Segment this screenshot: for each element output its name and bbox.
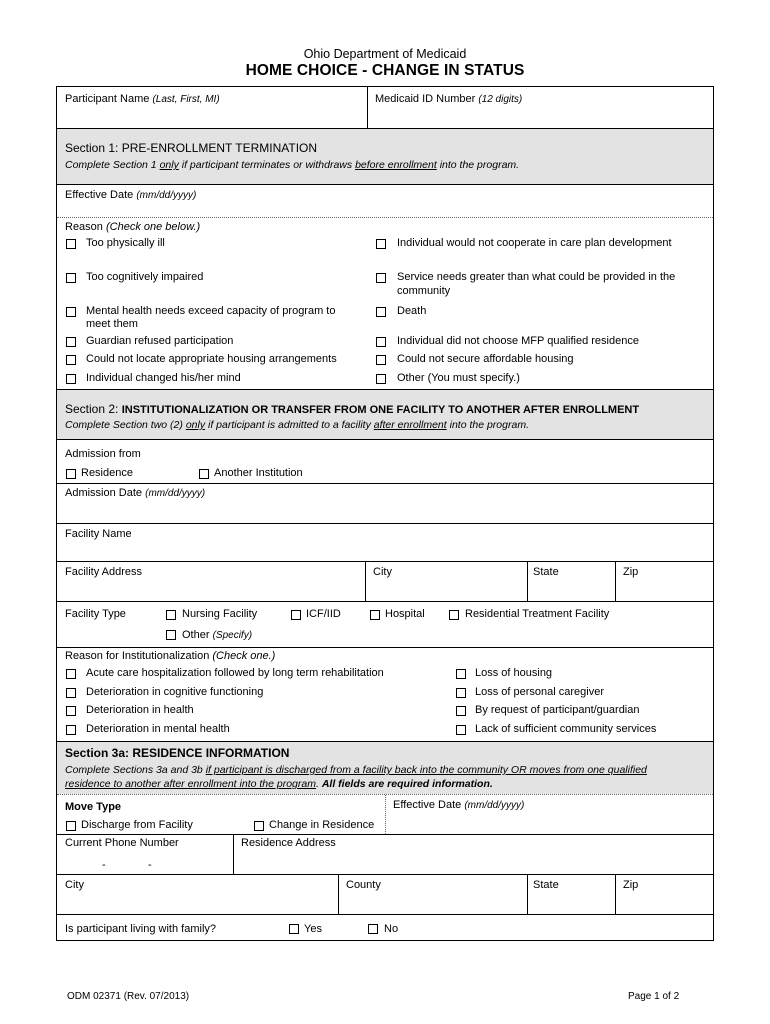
residence-label: Residence: [81, 467, 133, 479]
no-label: No: [384, 923, 399, 935]
checkbox-mental-health-needs[interactable]: [66, 307, 76, 317]
facility-address-label[interactable]: Facility Address: [65, 566, 143, 578]
option-label: Deterioration in mental health: [86, 723, 230, 735]
option-label: Service needs greater than what could be provided in the: [397, 271, 676, 283]
facility-name-label: Facility Name: [65, 528, 132, 540]
medicaid-id-label: Medicaid ID Number: [375, 93, 476, 105]
medicaid-id-field[interactable]: [375, 93, 522, 106]
agency-name: Ohio Department of Medicaid: [303, 47, 467, 61]
checkbox-loss-of-caregiver[interactable]: [456, 688, 466, 698]
section3a-instructions-line1: Complete Sections 3a and 3b if participant is discharged from a facility back into the community OR moves from one qualified: [65, 764, 647, 776]
option-label: Deterioration in cognitive functioning: [86, 686, 264, 698]
checkbox-by-request[interactable]: [456, 706, 466, 716]
admission-from-row: [57, 439, 713, 483]
status-change-form: [56, 86, 714, 941]
phone-separator: -: [148, 859, 152, 871]
section2-instructions: Complete Section two (2) only if participant is admitted to a facility after enrollment into the program.: [65, 419, 529, 431]
institutionalization-reasons: [57, 647, 713, 741]
participant-row: [57, 87, 713, 128]
checkbox-other-specify[interactable]: [376, 374, 386, 384]
discharge-label: Discharge from Facility: [81, 819, 193, 831]
participant-name-hint: (Last, First, MI): [152, 94, 220, 105]
option-label: Other (You must specify.): [397, 372, 520, 384]
checkbox-family-yes[interactable]: [289, 924, 299, 934]
section1-reasons: [57, 217, 713, 389]
option-label: By request of participant/guardian: [475, 704, 640, 716]
option-label: Too cognitively impaired: [86, 271, 204, 283]
move-type-row: [57, 794, 713, 834]
option-label-cont: meet them: [86, 318, 138, 330]
checkbox-residence[interactable]: [66, 469, 76, 479]
section1-instructions: Complete Section 1 only if participant terminates or withdraws before enrollment into the program.: [65, 159, 520, 171]
participant-name-label: Participant Name: [65, 93, 150, 105]
section1-effective-date-row[interactable]: [57, 184, 713, 217]
facility-type-row: [57, 601, 713, 647]
page-number: Page 1 of 2: [628, 991, 680, 1002]
checkbox-hospital[interactable]: [370, 610, 380, 620]
checkbox-changed-mind[interactable]: [66, 374, 76, 384]
checkbox-too-cognitively-impaired[interactable]: [66, 273, 76, 283]
option-label: Deterioration in health: [86, 704, 194, 716]
participant-name-field[interactable]: [65, 93, 220, 106]
option-label: Individual changed his/her mind: [86, 372, 241, 384]
residence-zip-label[interactable]: Zip: [623, 879, 639, 891]
option-label: Individual did not choose MFP qualified residence: [397, 335, 639, 347]
checkbox-health-deterioration[interactable]: [66, 706, 76, 716]
checkbox-family-no[interactable]: [368, 924, 378, 934]
section2-title: Section 2: INSTITUTIONALIZATION OR TRANSFER FROM ONE FACILITY TO ANOTHER AFTER ENROLLMENT: [65, 402, 640, 416]
yes-label: Yes: [304, 923, 322, 935]
checkbox-another-institution[interactable]: [199, 469, 209, 479]
checkbox-death[interactable]: [376, 307, 386, 317]
checkbox-change-in-residence[interactable]: [254, 821, 264, 831]
checkbox-no-housing[interactable]: [66, 355, 76, 365]
option-label: Guardian refused participation: [86, 335, 234, 347]
option-label: Death: [397, 305, 427, 317]
phone-separator: -: [102, 859, 106, 871]
option-label: Could not secure affordable housing: [397, 353, 574, 365]
checkbox-too-physically-ill[interactable]: [66, 239, 76, 249]
checkbox-icf-iid[interactable]: [291, 610, 301, 620]
another-institution-label: Another Institution: [214, 467, 303, 479]
checkbox-discharge-from-facility[interactable]: [66, 821, 76, 831]
checkbox-would-not-cooperate[interactable]: [376, 239, 386, 249]
facility-state-label[interactable]: State: [533, 566, 559, 578]
checkbox-loss-of-housing[interactable]: [456, 669, 466, 679]
section1-header: [57, 128, 713, 184]
checkbox-no-affordable-housing[interactable]: [376, 355, 386, 365]
section2-header: [57, 389, 713, 439]
checkbox-service-needs-greater[interactable]: [376, 273, 386, 283]
option-label: Residential Treatment Facility: [465, 608, 610, 620]
option-label: Lack of sufficient community services: [475, 723, 657, 735]
medicaid-id-hint: (12 digits): [478, 94, 523, 105]
section3a-header: [57, 741, 713, 794]
change-label: Change in Residence: [269, 819, 375, 831]
checkbox-mental-health-deterioration[interactable]: [66, 725, 76, 735]
checkbox-nursing-facility[interactable]: [166, 610, 176, 620]
living-with-family-row: [57, 914, 713, 941]
checkbox-lack-of-services[interactable]: [456, 725, 466, 735]
section3a-title: Section 3a: RESIDENCE INFORMATION: [65, 746, 290, 760]
facility-city-label[interactable]: City: [373, 566, 392, 578]
facility-type-label: Facility Type: [65, 608, 126, 620]
form-title: HOME CHOICE - CHANGE IN STATUS: [245, 62, 525, 79]
option-label-cont: community: [397, 285, 451, 297]
section3a-effective-date-field[interactable]: Effective Date (mm/dd/yyyy): [393, 799, 525, 811]
admission-date-field[interactable]: Admission Date (mm/dd/yyyy): [65, 487, 206, 499]
section1-title: Section 1: PRE-ENROLLMENT TERMINATION: [65, 141, 318, 155]
institutionalization-reason-label: Reason for Institutionalization (Check one.): [65, 650, 276, 662]
residence-city-label[interactable]: City: [65, 879, 84, 891]
checkbox-cognitive-deterioration[interactable]: [66, 688, 76, 698]
residence-county-label[interactable]: County: [346, 879, 381, 891]
facility-other-label: Other (Specify): [182, 629, 253, 641]
facility-address-row: [57, 561, 713, 601]
phone-address-row: [57, 834, 713, 874]
option-label: Hospital: [385, 608, 425, 620]
option-label: Loss of personal caregiver: [475, 686, 605, 698]
family-question: Is participant living with family?: [65, 923, 217, 935]
option-label: Loss of housing: [475, 667, 553, 679]
facility-name-row[interactable]: [57, 523, 713, 561]
phone-number-label[interactable]: Current Phone Number: [65, 837, 179, 849]
option-label: ICF/IID: [306, 608, 341, 620]
section1-reason-label: Reason (Check one below.): [65, 221, 201, 233]
option-label: Too physically ill: [86, 237, 165, 249]
residence-address-label[interactable]: Residence Address: [241, 837, 336, 849]
option-label: Nursing Facility: [182, 608, 258, 620]
move-type-label: Move Type: [65, 801, 122, 813]
option-label: Individual would not cooperate in care plan development: [397, 237, 672, 249]
option-label: Could not locate appropriate housing arrangements: [86, 353, 337, 365]
admission-date-row[interactable]: [57, 483, 713, 523]
section1-effective-date-field[interactable]: Effective Date (mm/dd/yyyy): [65, 189, 197, 201]
facility-zip-label[interactable]: Zip: [623, 566, 639, 578]
checkbox-not-choose-mfp[interactable]: [376, 337, 386, 347]
option-label: Acute care hospitalization followed by long term rehabilitation: [86, 667, 384, 679]
section3a-instructions-line2: residence to another after enrollment into the program. All fields are required information.: [65, 778, 493, 790]
admission-from-label: Admission from: [65, 448, 141, 460]
checkbox-guardian-refused[interactable]: [66, 337, 76, 347]
checkbox-facility-other[interactable]: [166, 630, 176, 640]
checkbox-residential-treatment[interactable]: [449, 610, 459, 620]
residence-location-row: [57, 874, 713, 914]
checkbox-acute-care[interactable]: [66, 669, 76, 679]
option-label: Mental health needs exceed capacity of program to: [86, 305, 336, 317]
form-number: ODM 02371 (Rev. 07/2013): [67, 991, 190, 1002]
residence-state-label[interactable]: State: [533, 879, 559, 891]
